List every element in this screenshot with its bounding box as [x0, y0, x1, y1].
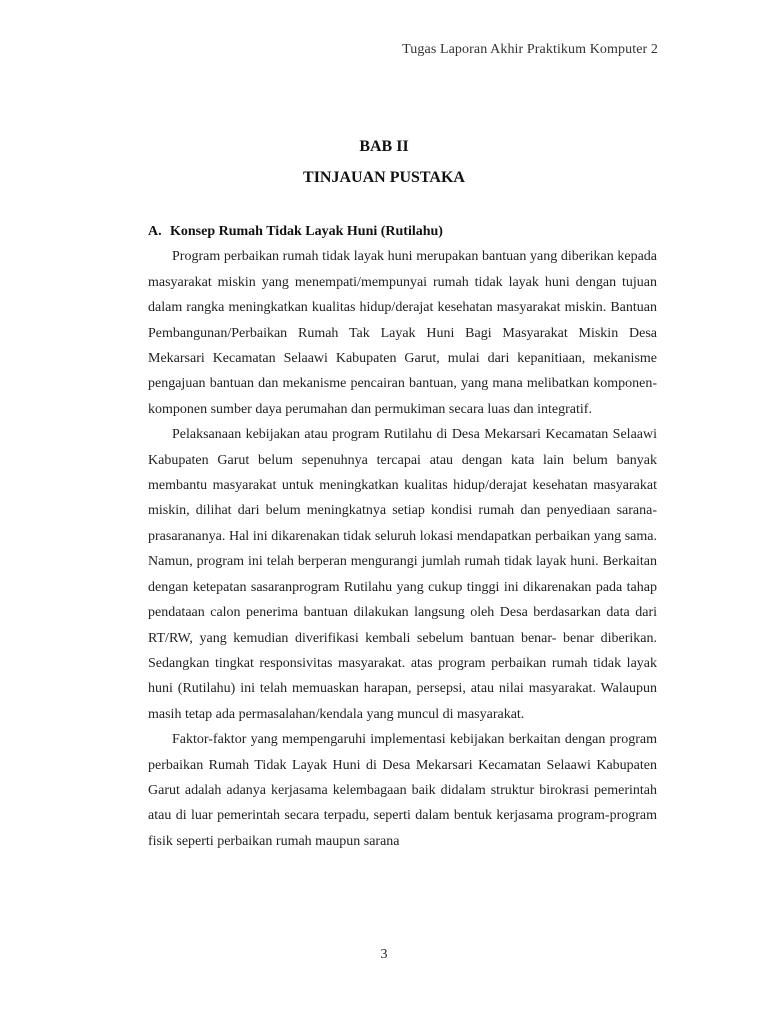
paragraph-3: Faktor-faktor yang mempengaruhi implementasi kebijakan berkaitan dengan program perbaikan Rumah Tidak Layak Huni di Desa Mekarsari Kecamatan Selaawi Kabupaten Garut adalah adanya kerjasama kelembagaan baik didalam struktur birokrasi pemerintah atau di luar pemerintah secara terpadu, seperti dalam bentuk kerjasama program-program fisik seperti perbaikan rumah maupun sarana	[148, 732, 657, 849]
running-header: Tugas Laporan Akhir Praktikum Komputer 2	[402, 42, 658, 57]
section-letter: A.	[148, 224, 162, 239]
page-number: 3	[380, 947, 388, 962]
chapter-number: BAB II	[359, 138, 409, 155]
paragraph-1: Program perbaikan rumah tidak layak huni merupakan bantuan yang diberikan kepada masyarakat miskin yang menempati/mempunyai rumah tidak layak huni dengan tujuan dalam rangka meningkatkan kualitas hidup/derajat kesehatan masyarakat miskin. Bantuan Pembangunan/Perbaikan Rumah Tak Layak Huni Bagi Masyarakat Miskin Desa Mekarsari Kecamatan Selaawi Kabupaten Garut, mulai dari kepanitiaan, mekanisme pengajuan bantuan dan mekanisme pencairan bantuan, yang mana melibatkan komponen-komponen sumber daya perumahan dan permukiman secara luas dan integratif.	[148, 249, 657, 417]
chapter-title: TINJAUAN PUSTAKA	[303, 169, 465, 186]
section-title: Konsep Rumah Tidak Layak Huni (Rutilahu)	[170, 224, 443, 239]
paragraph-2: Pelaksanaan kebijakan atau program Rutilahu di Desa Mekarsari Kecamatan Selaawi Kabupaten Garut belum sepenuhnya tercapai atau dengan kata lain belum banyak membantu masyarakat untuk meningkatkan kualitas hidup/derajat kesehatan masyarakat miskin, dilihat dari belum meningkatnya setiap kondisi rumah dan penyediaan sarana-prasarananya. Hal ini dikarenakan tidak seluruh lokasi mendapatkan perbaikan yang sama. Namun, program ini telah berperan mengurangi jumlah rumah tidak layak huni. Berkaitan dengan ketepatan sasaranprogram Rutilahu yang cukup tinggi ini dikarenakan pada tahap pendataan calon penerima bantuan dilakukan langsung oleh Desa berdasarkan data dari RT/RW, yang kemudian diverifikasi kembali sebelum bantuan benar- benar diberikan. Sedangkan tingkat responsivitas masyarakat. atas program perbaikan rumah tidak layak huni (Rutilahu) ini telah memuaskan harapan, persepsi, atau nilai masyarakat. Walaupun masih tetap ada permasalahan/kendala yang muncul di masyarakat.	[148, 427, 657, 722]
section-heading	[148, 219, 657, 244]
body-content	[148, 219, 657, 854]
